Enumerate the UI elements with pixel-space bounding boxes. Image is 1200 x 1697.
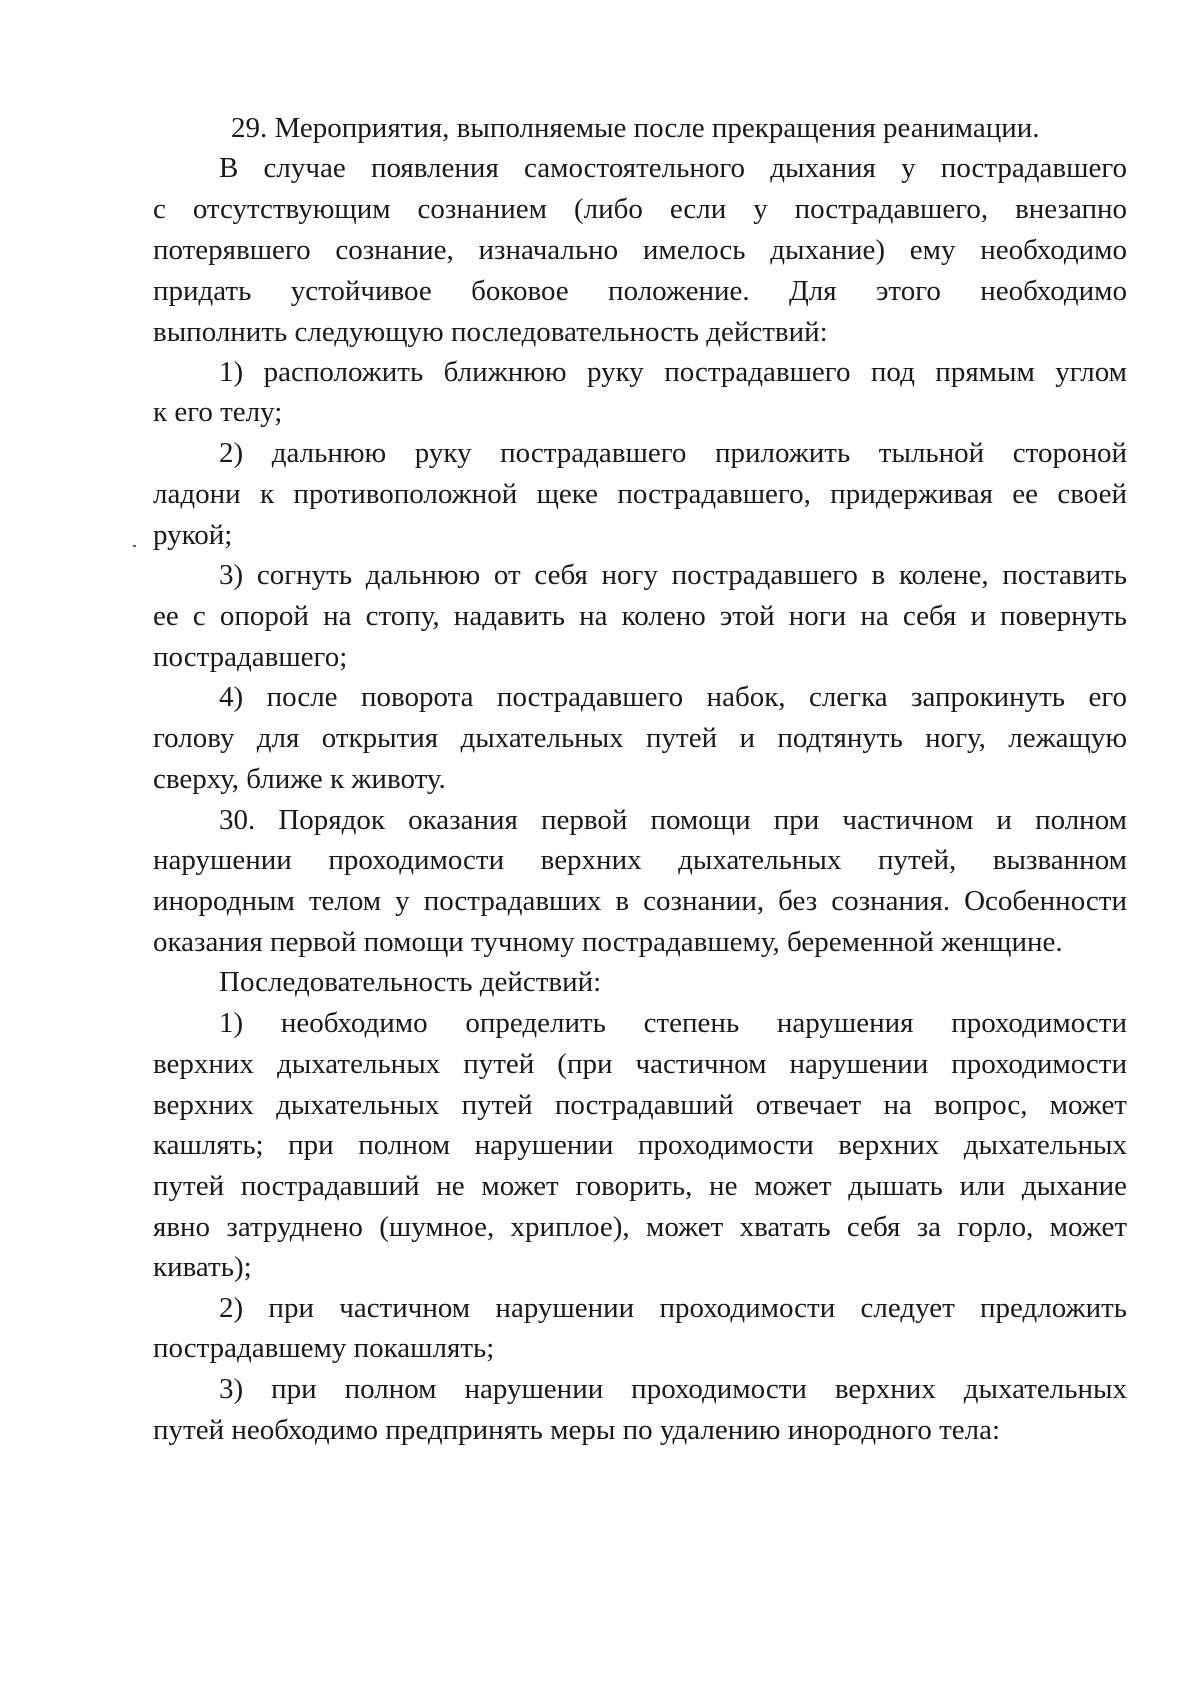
list-item-line: ее с опорой на стопу, надавить на колено этой ноги на себя и повернуть	[153, 600, 1127, 632]
section-30-heading: 30. Порядок оказания первой помощи при частичном и полном	[219, 804, 1127, 836]
list-item-line: рукой;	[153, 519, 233, 551]
list-item-line: верхних дыхательных путей пострадавший отвечает на вопрос, может	[153, 1089, 1127, 1121]
sequence-heading: Последовательность действий:	[219, 966, 602, 998]
list-item-line: 4) после поворота пострадавшего набок, слегка запрокинуть его	[219, 681, 1127, 713]
list-item-line: 3) при полном нарушении проходимости верхних дыхательных	[219, 1373, 1127, 1405]
list-item-line: путей пострадавший не может говорить, не может дышать или дыхание	[153, 1170, 1127, 1202]
list-item-line: голову для открытия дыхательных путей и подтянуть ногу, лежащую	[153, 722, 1127, 754]
list-item-line: 3) согнуть дальнюю от себя ногу пострадавшего в колене, поставить	[219, 559, 1127, 591]
paragraph-line: В случае появления самостоятельного дыхания у пострадавшего	[219, 152, 1127, 184]
paragraph-line: выполнить следующую последовательность действий:	[153, 316, 828, 348]
section-30-heading: оказания первой помощи тучному пострадавшему, беременной женщине.	[153, 926, 1063, 958]
section-29-heading: 29. Мероприятия, выполняемые после прекращения реанимации.	[231, 112, 1040, 144]
list-item-line: 2) при частичном нарушении проходимости следует предложить	[219, 1292, 1127, 1324]
scan-speck	[133, 545, 136, 547]
section-30-heading: инородным телом у пострадавших в сознании, без сознания. Особенности	[153, 885, 1127, 917]
list-item-line: 1) расположить ближнюю руку пострадавшего под прямым углом	[219, 356, 1127, 388]
list-item-line: пострадавшему покашлять;	[153, 1332, 495, 1364]
paragraph-line: потерявшего сознание, изначально имелось дыхание) ему необходимо	[153, 234, 1127, 266]
section-30-heading: нарушении проходимости верхних дыхательных путей, вызванном	[153, 844, 1127, 876]
list-item-line: явно затруднено (шумное, хриплое), может хватать себя за горло, может	[153, 1211, 1127, 1243]
paragraph-line: придать устойчивое боковое положение. Для этого необходимо	[153, 275, 1127, 307]
list-item-line: сверху, ближе к животу.	[153, 763, 446, 795]
list-item-line: ладони к противоположной щеке пострадавшего, придерживая ее своей	[153, 478, 1127, 510]
list-item-line: к его телу;	[153, 396, 283, 428]
paragraph-line: с отсутствующим сознанием (либо если у пострадавшего, внезапно	[153, 193, 1127, 225]
list-item-line: путей необходимо предпринять меры по удалению инородного тела:	[153, 1414, 1001, 1446]
list-item-line: верхних дыхательных путей (при частичном нарушении проходимости	[153, 1048, 1127, 1080]
list-item-line: кивать);	[153, 1251, 252, 1283]
list-item-line: кашлять; при полном нарушении проходимости верхних дыхательных	[153, 1129, 1127, 1161]
list-item-line: 1) необходимо определить степень нарушения проходимости	[219, 1007, 1127, 1039]
list-item-line: пострадавшего;	[153, 641, 348, 673]
list-item-line: 2) дальнюю руку пострадавшего приложить тыльной стороной	[219, 437, 1127, 469]
